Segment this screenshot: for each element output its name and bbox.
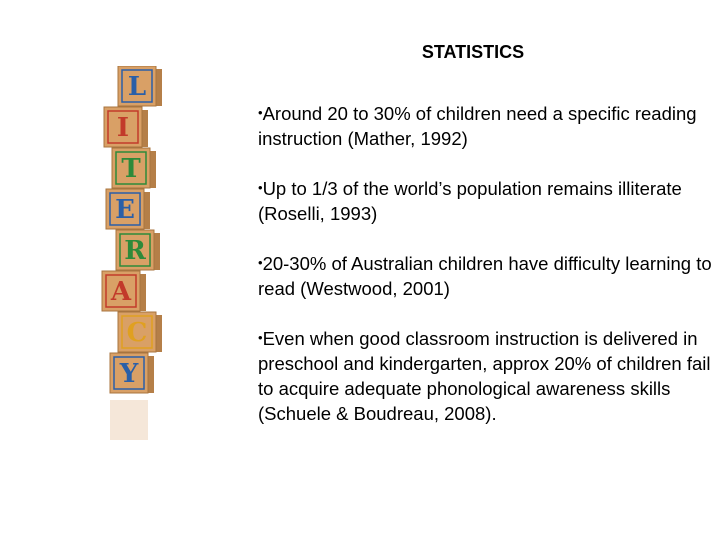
block-y xyxy=(110,353,154,393)
block-reflection xyxy=(110,400,148,440)
bullet-marker: • xyxy=(258,180,263,195)
bullet-marker: • xyxy=(258,255,263,270)
bullet-marker: • xyxy=(258,105,263,120)
svg-text:E: E xyxy=(115,195,135,225)
bullet-text: Up to 1/3 of the world’s population remains illiterate (Roselli, 1993) xyxy=(258,178,682,224)
bullet-item-2 xyxy=(258,175,720,226)
bullet-item-3 xyxy=(258,250,720,301)
svg-text:I: I xyxy=(116,113,130,143)
bullet-item-4 xyxy=(258,325,720,426)
svg-text:L: L xyxy=(127,72,147,102)
svg-text:T: T xyxy=(121,154,141,184)
bullet-text: Even when good classroom instruction is delivered in preschool and kindergarten, approx 20% of children fail to acquire adequate phonological awareness skills (Schuele & Boudreau, 2008). xyxy=(258,328,711,424)
svg-text:Y: Y xyxy=(119,359,139,389)
block-l xyxy=(118,66,162,106)
bullet-text: 20-30% of Australian children have difficulty learning to read (Westwood, 2001) xyxy=(258,253,712,299)
block-a xyxy=(102,271,146,311)
bullet-list xyxy=(258,100,720,450)
block-t xyxy=(112,148,156,188)
block-i xyxy=(104,107,148,147)
block-r xyxy=(116,230,160,270)
block-e xyxy=(106,189,150,229)
bullet-marker: • xyxy=(258,330,263,345)
bullet-text: Around 20 to 30% of children need a specific reading instruction (Mather, 1992) xyxy=(258,103,697,149)
literacy-blocks-image xyxy=(100,66,210,486)
bullet-item-1 xyxy=(258,100,720,151)
block-c xyxy=(118,312,162,352)
svg-text:C: C xyxy=(126,318,148,348)
slide-title: STATISTICS xyxy=(421,42,525,62)
svg-text:R: R xyxy=(124,236,146,266)
svg-text:A: A xyxy=(110,277,132,307)
